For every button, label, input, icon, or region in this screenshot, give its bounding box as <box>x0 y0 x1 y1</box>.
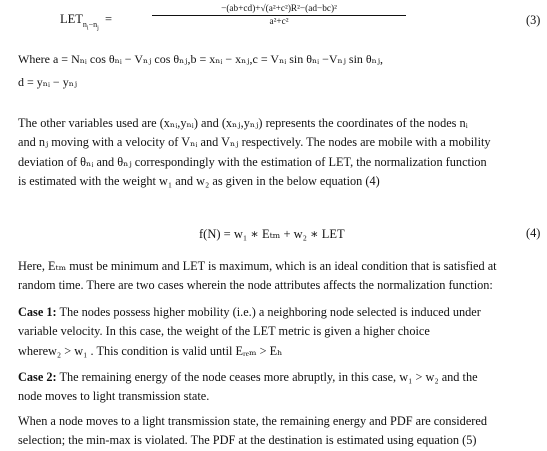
paragraph-line: random time. There are two cases wherein the node attributes affects the normalization function: <box>18 278 493 293</box>
paragraph-variables <box>18 114 544 192</box>
case-2-label: Case 2: <box>18 370 57 384</box>
paragraph-line: wherew₂ > w₁ . This condition is valid until Eᵣₑₘ > Eₕ <box>18 343 283 358</box>
paragraph-line: The other variables used are (xₙᵢ,yₙᵢ) and (xₙⱼ,yₙⱼ) represents the coordinates of the nodes nᵢ <box>18 116 468 130</box>
where-definition-line: Where a = Nₙᵢ cos θₙᵢ − Vₙⱼ cos θₙⱼ,b = xₙᵢ − xₙⱼ,c = Vₙᵢ sin θₙᵢ −Vₙⱼ sin θₙⱼ, <box>18 52 384 66</box>
paragraph-line: Case 2: The remaining energy of the node ceases more abruptly, in this case, w₁ > w₂ and the <box>18 370 478 384</box>
paragraph-line: When a node moves to a light transmission state, the remaining energy and PDF are considered <box>18 414 487 428</box>
equation-4: f(N) = w₁ ∗ Eₜₘ + w₂ ∗ LET <box>199 227 345 241</box>
equation-4-number: (4) <box>526 226 541 240</box>
paragraph-line: Here, Eₜₘ must be minimum and LET is maximum, which is an ideal condition that is satisfied at <box>18 259 497 273</box>
equation-3 <box>60 4 540 38</box>
paragraph-ideal-condition <box>18 257 544 296</box>
paragraph-line: Case 1: The nodes possess higher mobility (i.e.) a neighboring node selected is induced under <box>18 305 481 319</box>
equation-3-lhs: $LET_{n_i-n_j}$ = <box>60 12 113 32</box>
d-definition-line: d = yₙᵢ − yₙⱼ <box>18 75 78 89</box>
paragraph-light-transmission <box>18 412 544 451</box>
paragraph-line: selection; the min-max is violated. The PDF at the destination is estimated using equation (5) <box>18 433 477 448</box>
paragraph-line: node moves to light transmission state. <box>18 389 210 404</box>
equation-3-fraction <box>152 4 406 27</box>
paragraph-line: and nⱼ moving with a velocity of Vₙᵢ and Vₙⱼ respectively. The nodes are mobile with a mobility <box>18 135 491 150</box>
paragraph-line: variable velocity. In this case, the weight of the LET metric is given a higher choice <box>18 324 430 339</box>
case-1-paragraph <box>18 303 544 361</box>
equation-3-numerator: −(ab+cd)+√(a²+c²)R²−(ad−bc)² <box>152 4 406 16</box>
case-1-label: Case 1: <box>18 305 57 319</box>
paragraph-line: deviation of θₙᵢ and θₙⱼ correspondingly with the estimation of LET, the normalization function <box>18 154 487 169</box>
case-2-paragraph <box>18 368 544 407</box>
equation-3-denominator: a²+c² <box>269 17 289 27</box>
paragraph-line: is estimated with the weight w₁ and w₂ as given in the below equation (4) <box>18 174 380 189</box>
equation-3-number: (3) <box>526 13 541 27</box>
